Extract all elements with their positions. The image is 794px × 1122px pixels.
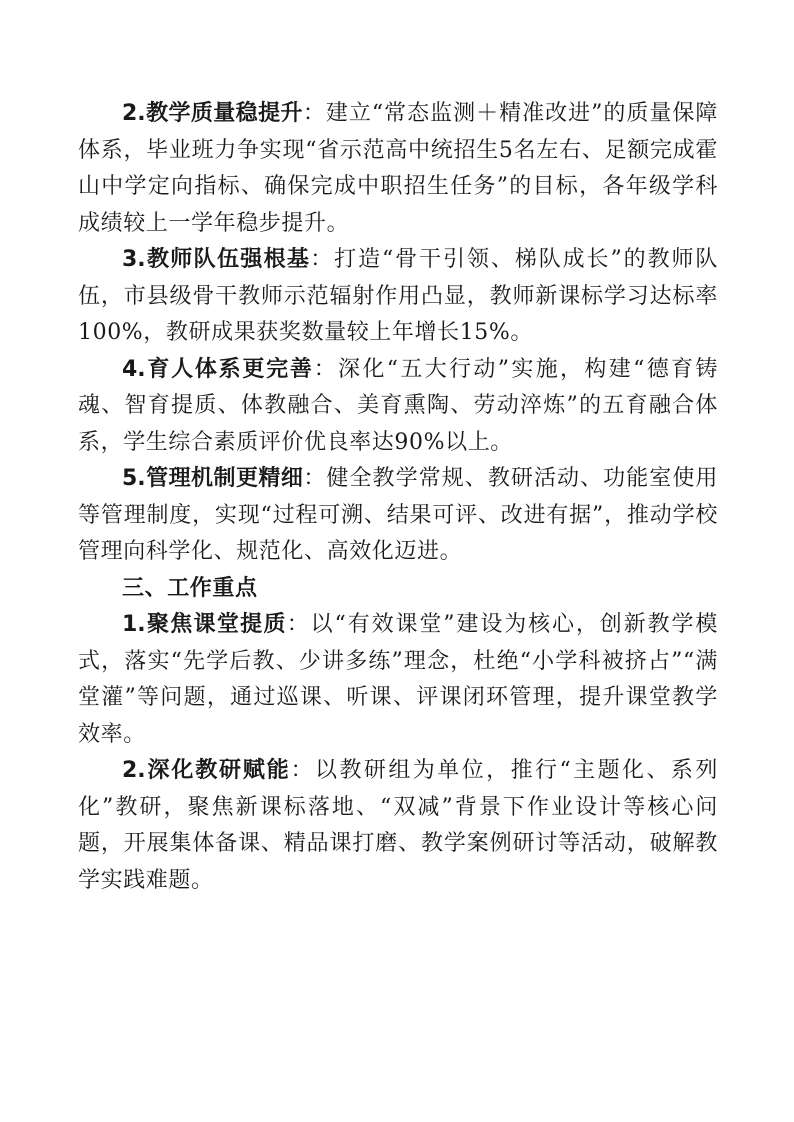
- paragraph-text: ：健全教学常规、教研活动、功能室使用等管理制度，实现“过程可溯、结果可评、改进有据”，推动学校管理向科学化、规范化、高效化迈进。: [78, 466, 718, 564]
- paragraph-lead: 2.深化教研赋能: [122, 758, 291, 783]
- paragraph-teacher-team: [78, 242, 718, 352]
- section-heading: 三、工作重点: [122, 575, 258, 601]
- paragraph-teaching-research: [78, 753, 718, 899]
- paragraph-education-system: [78, 352, 718, 462]
- paragraph-text: ：建立“常态监测＋精准改进”的质量保障体系，毕业班力争实现“省示范高中统招生5名左右、足额完成霍山中学定向指标、确保完成中职招生任务”的目标，各年级学科成绩较上一学年稳步提升。: [78, 101, 718, 236]
- paragraph-lead: 3.教师队伍强根基: [122, 247, 311, 272]
- paragraph-text: ：以教研组为单位，推行“主题化、系列化”教研，聚焦新课标落地、“双减”背景下作业设计等核心问题，开展集体备课、精品课打磨、教学案例研讨等活动，破解教学实践难题。: [78, 758, 718, 893]
- paragraph-text: ：以“有效课堂”建设为核心，创新教学模式，落实“先学后教、少讲多练”理念，杜绝“小学科被挤占”“满堂灌”等问题，通过巡课、听课、评课闭环管理，提升课堂教学效率。: [78, 612, 718, 747]
- paragraph-text: ：打造“骨干引领、梯队成长”的教师队伍，市县级骨干教师示范辐射作用凸显，教师新课标学习达标率100%，教研成果获奖数量较上年增长15%。: [78, 247, 719, 345]
- paragraph-classroom-quality: [78, 607, 718, 753]
- paragraph-lead: 4.育人体系更完善: [122, 356, 314, 382]
- paragraph-text: ：深化“五大行动”实施，构建“德育铸魂、智育提质、体教融合、美育熏陶、劳动淬炼”的五育融合体系，学生综合素质评价优良率达90%以上。: [78, 356, 719, 455]
- paragraph-lead: 2.教学质量稳提升: [122, 101, 303, 126]
- document-page: [78, 96, 718, 899]
- paragraph-management: [78, 461, 718, 571]
- paragraph-teaching-quality: [78, 96, 718, 242]
- paragraph-lead: 5.管理机制更精细: [122, 466, 304, 491]
- paragraph-lead: 1.聚焦课堂提质: [122, 612, 287, 637]
